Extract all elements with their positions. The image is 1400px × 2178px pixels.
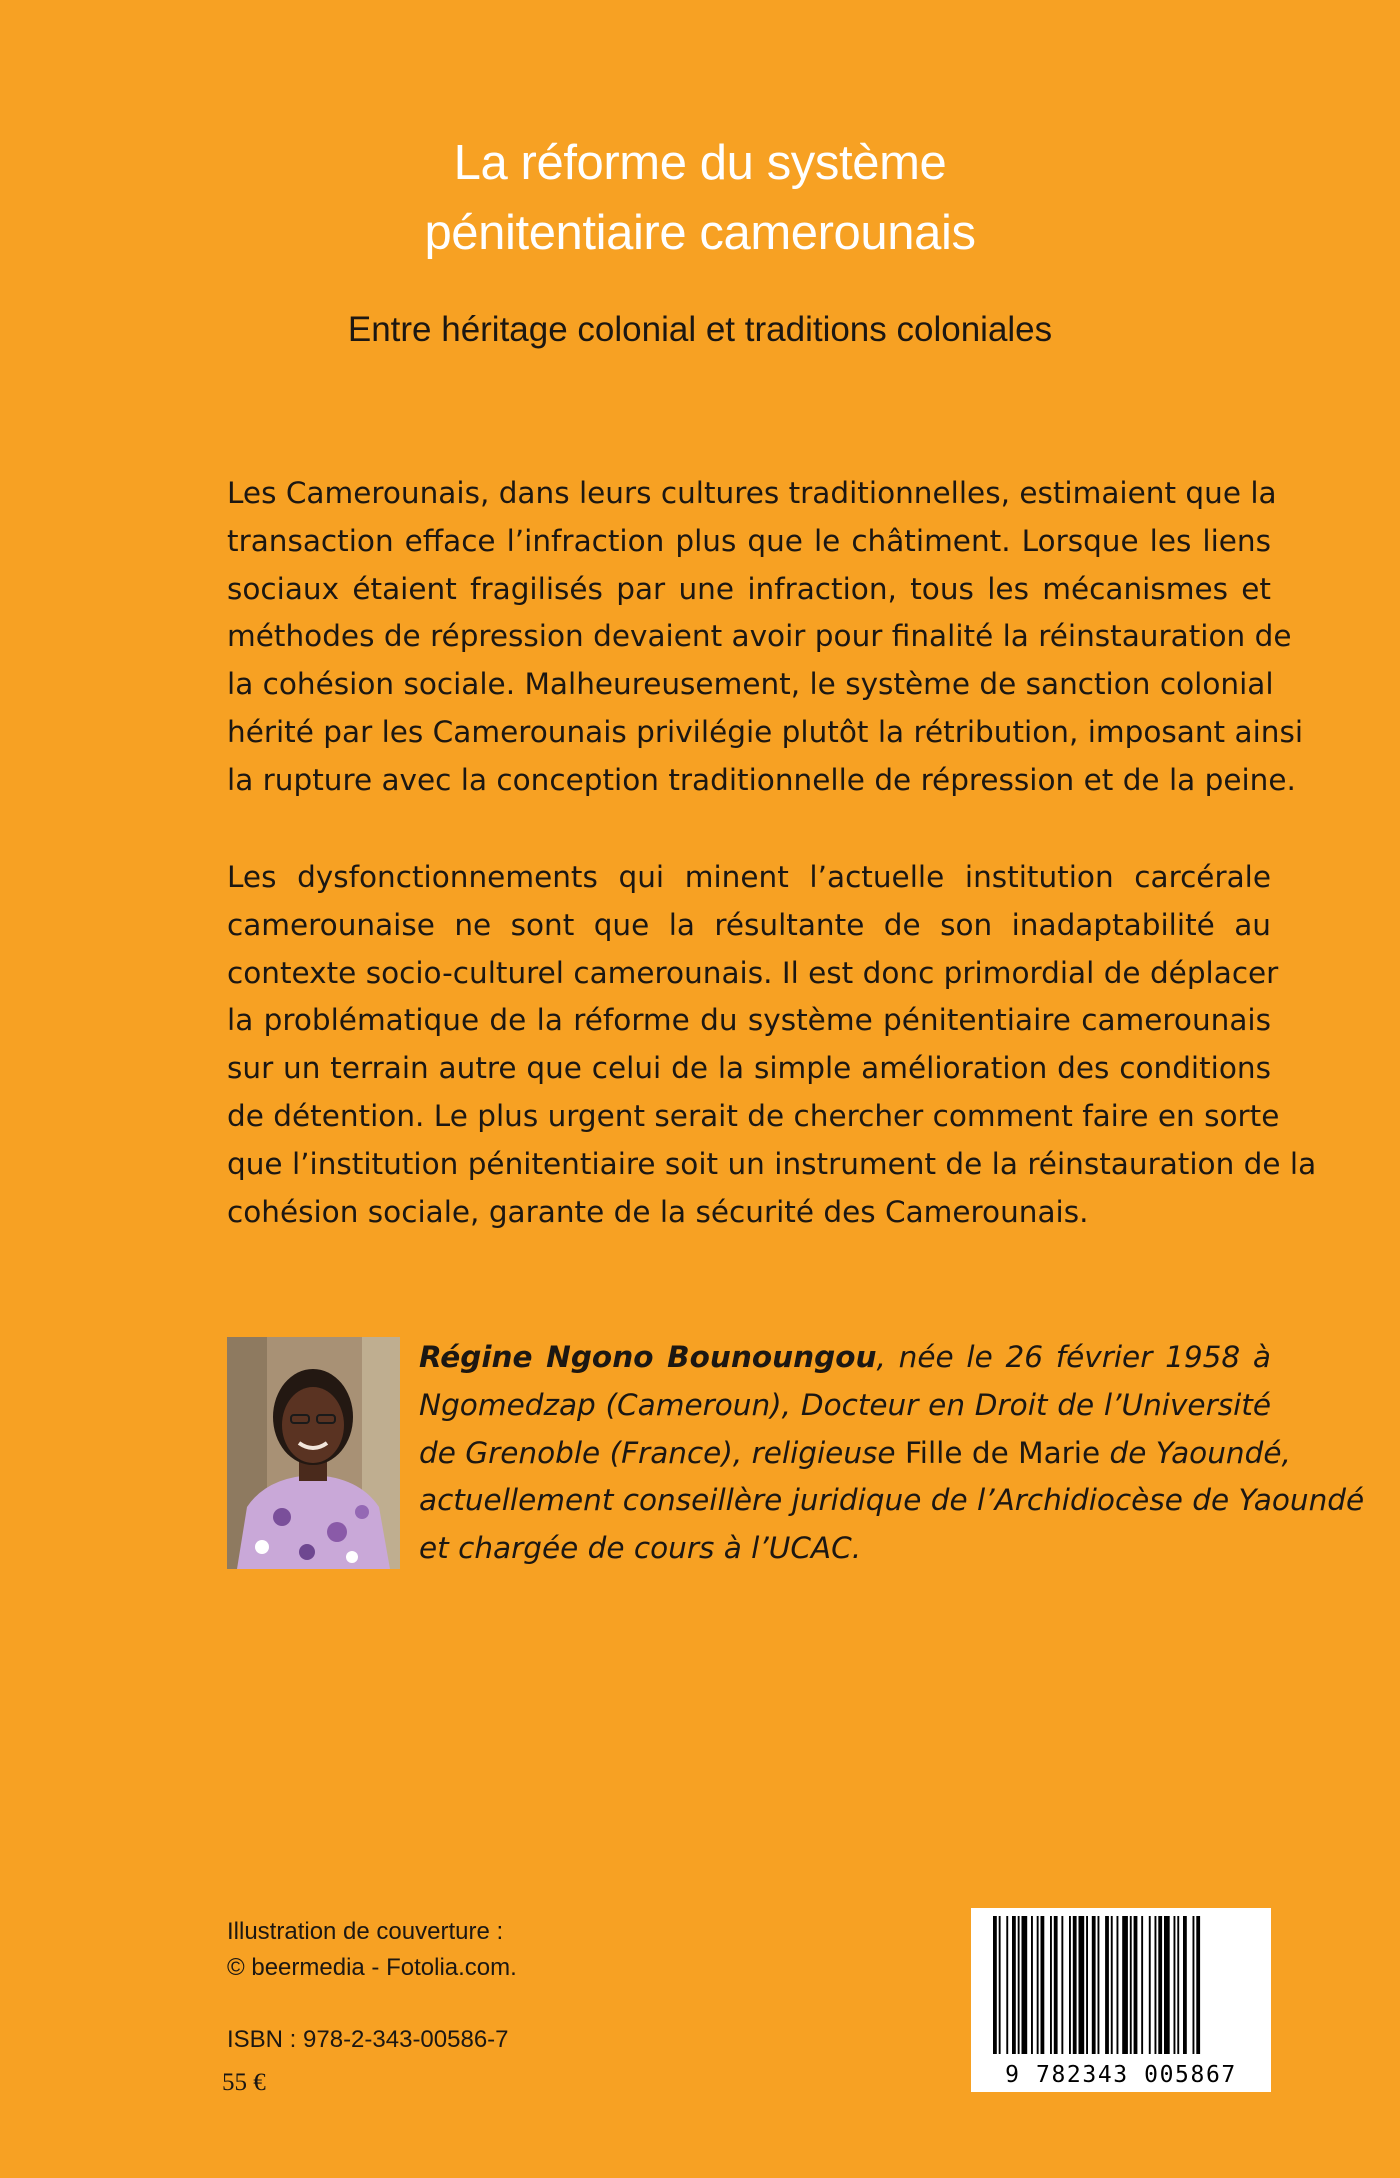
blurb-line: sur un terrain autre que celui de la simple amélioration des conditions bbox=[227, 1051, 1271, 1086]
blurb-line: la cohésion sociale. Malheureusement, le système de sanction colonial bbox=[227, 667, 1274, 702]
blurb-line: Les Camerounais, dans leurs cultures traditionnelles, estimaient que la bbox=[227, 476, 1277, 510]
blurb-paragraph-1 bbox=[227, 470, 1304, 805]
barcode-digits: 9 782343 005867 bbox=[1005, 2062, 1237, 2088]
blurb-line: méthodes de répression devaient avoir pour finalité la réinstauration de bbox=[227, 619, 1292, 654]
barcode-bar bbox=[993, 1916, 997, 2054]
barcode-bar bbox=[1031, 1916, 1033, 2054]
barcode-bar bbox=[1164, 1916, 1170, 2054]
blurb-line: la rupture avec la conception traditionnelle de répression et de la peine. bbox=[227, 762, 1296, 797]
barcode-bar bbox=[1134, 1916, 1138, 2054]
barcode-bar bbox=[1086, 1916, 1088, 2054]
barcode-bar bbox=[1054, 1916, 1058, 2054]
bio-line-3-c: de bbox=[1100, 1435, 1156, 1470]
bio-line-1 bbox=[419, 1334, 1271, 1382]
barcode-bar bbox=[1158, 1916, 1162, 2054]
barcode-bar bbox=[1105, 1916, 1109, 2054]
barcode-bar bbox=[999, 1916, 1001, 2054]
bio-line-3-a: de Grenoble (France), religieuse bbox=[419, 1435, 905, 1470]
blurb-line: de détention. Le plus urgent serait de chercher comment faire en sorte bbox=[227, 1098, 1280, 1133]
cover-credit-line-2: © beermedia - Fotolia.com. bbox=[227, 1954, 517, 1981]
barcode-bar bbox=[1037, 1916, 1039, 2054]
barcode bbox=[971, 1908, 1271, 2092]
blurb-line: la problématique de la réforme du système pénitentiaire camerounais bbox=[227, 1003, 1271, 1038]
barcode-bar bbox=[1196, 1916, 1200, 2054]
barcode-bar bbox=[1122, 1916, 1128, 2054]
cover-credit bbox=[227, 1914, 517, 1986]
book-title-line-1: La réforme du système bbox=[453, 136, 947, 190]
cover-credit-line-1: Illustration de couverture : bbox=[227, 1918, 504, 1945]
barcode-bar bbox=[1155, 1916, 1157, 2054]
blurb-line: Les dysfonctionnements qui minent l’actuelle institution carcérale bbox=[227, 860, 1271, 894]
book-title-line-2: pénitentiaire camerounais bbox=[424, 206, 976, 260]
barcode-bar bbox=[1098, 1916, 1100, 2054]
blurb-line: contexte socio-culturel camerounais. Il est donc primordial de déplacer bbox=[227, 955, 1279, 990]
barcode-bar bbox=[1111, 1916, 1113, 2054]
blurb-line: hérité par les Camerounais privilégie plutôt la rétribution, imposant ainsi bbox=[227, 714, 1304, 749]
price: 55 € bbox=[222, 2069, 266, 2096]
blurb-paragraph-2 bbox=[227, 854, 1317, 1236]
bio-line-4: actuellement conseillère juridique de l’Archidiocèse de Yaoundé bbox=[419, 1483, 1365, 1518]
barcode-bar bbox=[1061, 1916, 1063, 2054]
author-portrait-illustration bbox=[227, 1337, 400, 1569]
barcode-bar bbox=[1050, 1916, 1052, 2054]
barcode-bar bbox=[1183, 1916, 1187, 2054]
barcode-bar bbox=[1092, 1916, 1096, 2054]
bio-birth: , née le 26 février 1958 à bbox=[876, 1340, 1271, 1374]
blurb-line: cohésion sociale, garante de la sécurité des Camerounais. bbox=[227, 1194, 1089, 1229]
barcode-bar bbox=[1041, 1916, 1045, 2054]
barcode-bar bbox=[1079, 1916, 1085, 2054]
barcode-bar bbox=[1130, 1916, 1132, 2054]
author-bio bbox=[419, 1334, 1365, 1573]
barcode-bar bbox=[1117, 1916, 1119, 2054]
barcode-bars bbox=[971, 1916, 1271, 2066]
bio-line-2: Ngomedzap (Cameroun), Docteur en Droit de l’Université bbox=[419, 1387, 1271, 1422]
blurb-line: camerounaise ne sont que la résultante de son inadaptabilité au bbox=[227, 907, 1271, 942]
bio-line-5: et chargée de cours à l’UCAC. bbox=[419, 1531, 862, 1566]
isbn: ISBN : 978-2-343-00586-7 bbox=[227, 2026, 509, 2053]
barcode-bar bbox=[1149, 1916, 1151, 2054]
bio-line-3-d: Yaoundé, bbox=[1155, 1435, 1291, 1470]
bio-line-3 bbox=[419, 1430, 1291, 1478]
barcode-bar bbox=[1193, 1916, 1195, 2054]
barcode-bar bbox=[1177, 1916, 1179, 2054]
blurb-line: que l’institution pénitentiaire soit un instrument de la réinstauration de la bbox=[227, 1146, 1317, 1181]
barcode-bar bbox=[1022, 1916, 1028, 2054]
blurb-line: sociaux étaient fragilisés par une infraction, tous les mécanismes et bbox=[227, 571, 1271, 606]
author-name: Régine Ngono Bounoungou bbox=[419, 1340, 877, 1374]
bio-congregation: Fille de Marie bbox=[904, 1435, 1101, 1470]
blurb-line: transaction efface l’infraction plus que le châtiment. Lorsque les liens bbox=[227, 523, 1271, 558]
barcode-bar bbox=[1073, 1916, 1077, 2054]
barcode-bar bbox=[1141, 1916, 1143, 2054]
book-title bbox=[0, 128, 1400, 268]
barcode-bar bbox=[1012, 1916, 1016, 2054]
barcode-bar bbox=[1018, 1916, 1020, 2054]
barcode-bar bbox=[1006, 1916, 1008, 2054]
barcode-bar bbox=[1069, 1916, 1071, 2054]
book-subtitle: Entre héritage colonial et traditions coloniales bbox=[347, 310, 1053, 349]
author-photo bbox=[227, 1337, 400, 1569]
barcode-bar bbox=[1174, 1916, 1176, 2054]
